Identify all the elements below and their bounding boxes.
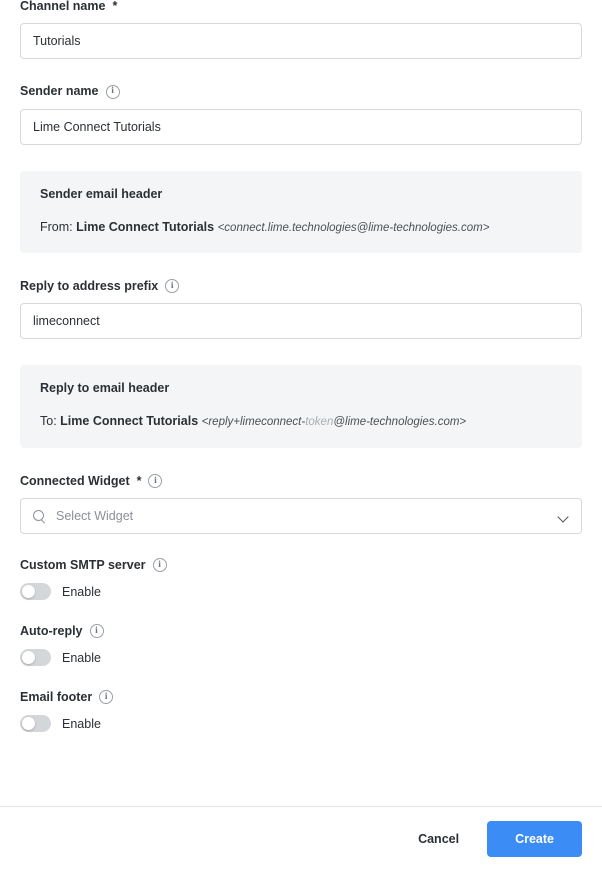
sender-email-header-line [40, 219, 562, 236]
email-footer-label [20, 690, 582, 704]
connected-widget-required-mark: * [136, 474, 142, 489]
field-email-footer [20, 690, 582, 732]
reply-address-token: token [305, 416, 334, 429]
custom-smtp-label-text: Custom SMTP server [20, 558, 146, 573]
reply-email-header-title: Reply to email header [40, 381, 170, 396]
connected-widget-select[interactable] [20, 498, 582, 534]
channel-name-label [20, 0, 582, 13]
custom-smtp-toggle-label: Enable [62, 584, 101, 599]
sender-email-header-address: <connect.lime.technologies@lime-technologies.com> [217, 221, 490, 234]
info-icon[interactable]: i [153, 558, 167, 572]
info-icon[interactable]: i [165, 279, 179, 293]
connected-widget-label [20, 474, 582, 488]
reply-email-header-line [40, 413, 562, 430]
channel-name-input[interactable] [20, 23, 582, 59]
reply-email-header-panel [20, 365, 582, 448]
field-sender-name [20, 85, 582, 145]
field-connected-widget [20, 474, 582, 534]
reply-address-post: @lime-technologies.com> [333, 416, 467, 429]
email-footer-toggle-label: Enable [62, 716, 101, 731]
reply-prefix-label-text: Reply to address prefix [20, 279, 159, 294]
connected-widget-placeholder: Select Widget [56, 509, 134, 524]
reply-email-header-prefix: To: [40, 414, 57, 429]
sender-email-header-name: Lime Connect Tutorials [76, 219, 215, 234]
channel-name-required-mark: * [112, 0, 118, 13]
auto-reply-toggle-row[interactable] [20, 649, 582, 666]
reply-prefix-label [20, 279, 582, 293]
toggle-knob [22, 585, 35, 598]
toggle-knob [22, 717, 35, 730]
custom-smtp-toggle[interactable] [20, 583, 51, 600]
email-footer-toggle[interactable] [20, 715, 51, 732]
toggle-knob [22, 651, 35, 664]
reply-prefix-input[interactable] [20, 303, 582, 339]
connected-widget-label-text: Connected Widget [20, 474, 130, 489]
custom-smtp-label [20, 558, 582, 572]
cancel-button[interactable]: Cancel [406, 822, 471, 856]
create-button[interactable]: Create [487, 821, 582, 857]
email-footer-label-text: Email footer [20, 690, 93, 705]
search-icon [33, 510, 46, 523]
sender-email-header-title: Sender email header [40, 186, 163, 201]
field-auto-reply [20, 624, 582, 666]
field-custom-smtp [20, 558, 582, 600]
info-icon[interactable]: i [106, 85, 120, 99]
reply-address-pre: <reply+limeconnect- [201, 416, 306, 429]
info-icon[interactable]: i [148, 474, 162, 488]
dialog-footer [0, 806, 602, 870]
reply-email-header-address [202, 416, 467, 428]
info-icon[interactable]: i [99, 690, 113, 704]
auto-reply-toggle[interactable] [20, 649, 51, 666]
sender-email-header-prefix: From: [40, 219, 73, 234]
sender-name-label [20, 85, 582, 99]
sender-name-label-text: Sender name [20, 84, 99, 99]
sender-email-header-panel [20, 171, 582, 254]
chevron-down-icon[interactable] [558, 511, 569, 522]
reply-email-header-name: Lime Connect Tutorials [60, 414, 199, 429]
custom-smtp-toggle-row[interactable] [20, 583, 582, 600]
auto-reply-label [20, 624, 582, 638]
auto-reply-label-text: Auto-reply [20, 624, 83, 639]
email-footer-toggle-row[interactable] [20, 715, 582, 732]
auto-reply-toggle-label: Enable [62, 650, 101, 665]
channel-name-label-text: Channel name [20, 0, 106, 13]
sender-name-input[interactable] [20, 109, 582, 145]
field-reply-prefix [20, 279, 582, 339]
field-channel-name [20, 0, 582, 59]
info-icon[interactable]: i [90, 624, 104, 638]
